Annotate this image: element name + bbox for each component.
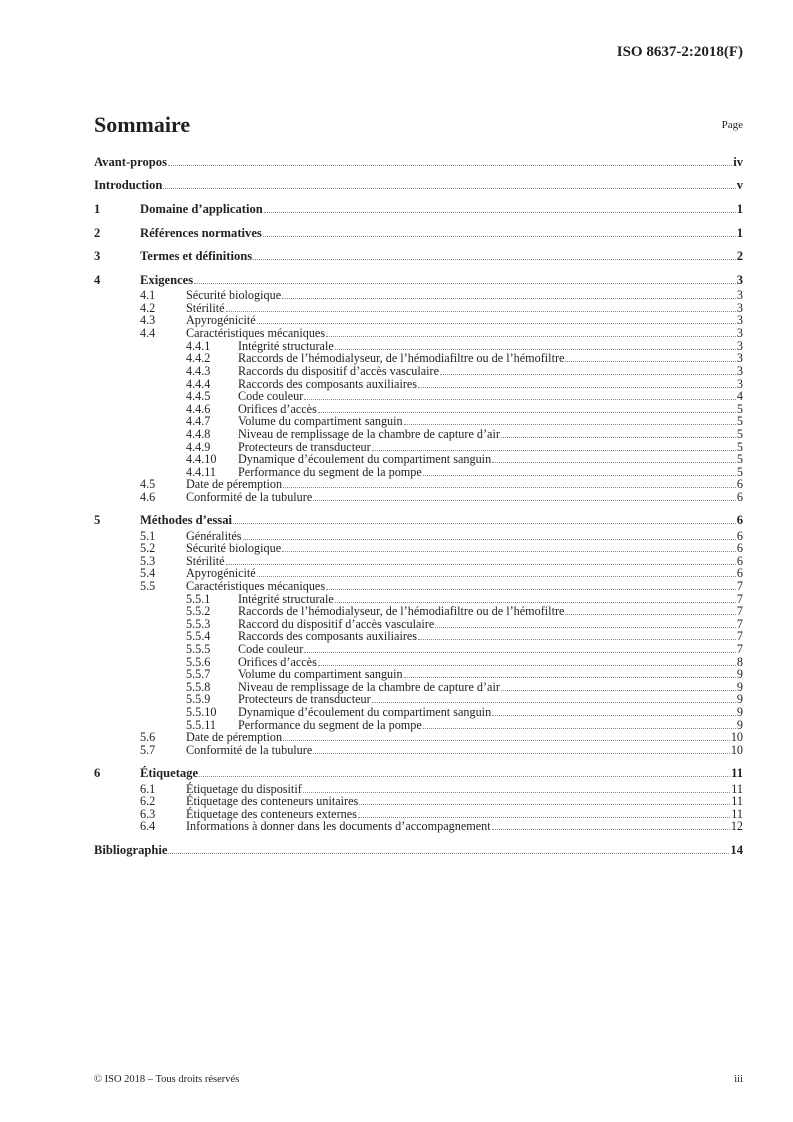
toc-entry-page: 7 — [736, 629, 743, 643]
toc-entry-page: 5 — [736, 452, 743, 466]
toc-entry-number: 4.4.1 — [186, 339, 211, 353]
toc-entry-page: v — [736, 178, 743, 192]
dot-leader — [440, 374, 736, 375]
page-column-label: Page — [721, 119, 743, 131]
dot-leader — [226, 311, 736, 312]
toc-entry[interactable] — [94, 428, 743, 441]
toc-entry-page: 8 — [736, 655, 743, 669]
dot-leader — [318, 412, 736, 413]
toc-entry[interactable] — [94, 580, 743, 593]
toc-entry-page: 3 — [736, 313, 743, 327]
toc-entry-number: 4.4.9 — [186, 440, 211, 454]
toc-entry[interactable] — [94, 491, 743, 504]
copyright-notice: © ISO 2018 – Tous droits réservés — [94, 1074, 240, 1085]
toc-entry-title[interactable]: Domaine d’application — [140, 202, 263, 216]
toc-entry-number: 5.7 — [140, 743, 156, 757]
dot-leader — [283, 740, 730, 741]
dot-leader — [492, 462, 736, 463]
toc-entry[interactable] — [94, 227, 743, 240]
toc-entry[interactable] — [94, 250, 743, 263]
toc-entry[interactable] — [94, 478, 743, 491]
toc-entry-page: 3 — [736, 339, 743, 353]
dot-leader — [313, 500, 736, 501]
toc-entry-title[interactable]: Stérilité — [186, 554, 225, 568]
toc-entry-number: 5.5 — [140, 579, 156, 593]
dot-leader — [404, 424, 736, 425]
toc-entry-page: 14 — [730, 843, 743, 857]
toc-entry-page: 6 — [736, 541, 743, 555]
toc-entry-title[interactable]: Étiquetage du dispositif — [186, 782, 302, 796]
toc-entry-number: 5.2 — [140, 541, 156, 555]
toc-entry[interactable] — [94, 156, 743, 169]
toc-entry-number: 4.4.5 — [186, 389, 211, 403]
toc-entry[interactable] — [94, 767, 743, 780]
toc-entry-page: 9 — [736, 705, 743, 719]
toc-entry-title[interactable]: Conformité de la tubulure — [186, 490, 313, 504]
toc-entry-title[interactable]: Raccords des composants auxiliaires — [238, 377, 418, 391]
toc-entry-title[interactable]: Raccords des composants auxiliaires — [238, 629, 418, 643]
toc-entry-title[interactable]: Étiquetage — [140, 766, 199, 780]
toc-entry-number: 4.4.4 — [186, 377, 211, 391]
dot-leader — [501, 690, 736, 691]
toc-entry[interactable] — [94, 542, 743, 555]
toc-entry-page: 9 — [736, 667, 743, 681]
toc-entry[interactable] — [94, 179, 743, 192]
toc-entry-number: 6.1 — [140, 782, 156, 796]
toc-entry-number: 4.4.2 — [186, 351, 211, 365]
toc-entry-title[interactable]: Apyrogénicité — [186, 566, 256, 580]
toc-entry-number: 5.5.3 — [186, 617, 211, 631]
dot-leader — [326, 589, 736, 590]
dot-leader — [492, 715, 736, 716]
toc-entry-title[interactable]: Sécurité biologique — [186, 288, 282, 302]
toc-entry[interactable] — [94, 668, 743, 681]
toc-entry-number: 4.4.11 — [186, 465, 217, 479]
toc-entry-number: 5.1 — [140, 529, 156, 543]
toc-entry-number: 5.5.2 — [186, 604, 211, 618]
toc-entry-page: 5 — [736, 440, 743, 454]
toc-entry-number: 5.5.8 — [186, 680, 211, 694]
toc-entry-page: 3 — [736, 377, 743, 391]
dot-leader — [335, 602, 736, 603]
toc-entry-number: 6.4 — [140, 819, 156, 833]
toc-entry-page: 10 — [730, 730, 743, 744]
toc-entry[interactable] — [94, 314, 743, 327]
dot-leader — [253, 259, 736, 260]
dot-leader — [435, 627, 736, 628]
toc-entry-page: 11 — [731, 766, 743, 780]
toc-entry-number: 4.3 — [140, 313, 156, 327]
toc-entry-page: 6 — [736, 554, 743, 568]
dot-leader — [418, 639, 736, 640]
toc-entry[interactable] — [94, 706, 743, 719]
toc-entry-title[interactable]: Dynamique d’écoulement du compartiment sanguin — [238, 452, 492, 466]
toc-entry-page: 3 — [736, 351, 743, 365]
toc-entry-number: 4.6 — [140, 490, 156, 504]
toc-entry-title[interactable]: Sécurité biologique — [186, 541, 282, 555]
toc-entry-title[interactable]: Niveau de remplissage de la chambre de capture d’air — [238, 427, 500, 441]
dot-leader — [264, 212, 736, 213]
toc-entry-page: 11 — [731, 782, 743, 796]
dot-leader — [163, 188, 735, 189]
toc-entry-page: 3 — [736, 273, 743, 287]
dot-leader — [282, 551, 736, 552]
toc-entry-page: 7 — [736, 617, 743, 631]
toc-entry-title[interactable]: Raccords de l’hémodialyseur, de l’hémodiafiltre ou de l’hémofiltre — [238, 351, 565, 365]
toc-title: Sommaire — [94, 112, 191, 137]
toc-entry-page: 11 — [731, 794, 743, 808]
toc-entry[interactable] — [94, 844, 743, 857]
toc-entry-title[interactable]: Orifices d’accès — [238, 655, 317, 669]
toc-entry-page: 10 — [730, 743, 743, 757]
toc-entry[interactable] — [94, 365, 743, 378]
toc-entry[interactable] — [94, 795, 743, 808]
toc-entry[interactable] — [94, 415, 743, 428]
dot-leader — [358, 817, 730, 818]
toc-entry[interactable] — [94, 744, 743, 757]
toc-entry-title[interactable]: Stérilité — [186, 301, 225, 315]
toc-entry[interactable] — [94, 643, 743, 656]
toc-entry-title[interactable]: Méthodes d’essai — [140, 513, 232, 527]
toc-entry-number: 5.5.7 — [186, 667, 211, 681]
dot-leader — [423, 728, 736, 729]
toc-entry-title[interactable]: Code couleur — [238, 389, 304, 403]
toc-entry-title[interactable]: Apyrogénicité — [186, 313, 256, 327]
toc-entry-title[interactable]: Raccords du dispositif d’accès vasculaire — [238, 364, 440, 378]
toc-entry[interactable] — [94, 352, 743, 365]
dot-leader — [372, 450, 736, 451]
toc-entry-page: 6 — [736, 490, 743, 504]
toc-entry-page: 5 — [736, 414, 743, 428]
toc-entry-number: 5.4 — [140, 566, 156, 580]
toc-entry-page: 2 — [736, 249, 743, 263]
toc-entry-title[interactable]: Termes et définitions — [140, 249, 253, 263]
toc-entry-number: 4 — [94, 273, 101, 287]
dot-leader — [194, 283, 736, 284]
toc-entry-title[interactable]: Exigences — [140, 273, 194, 287]
toc-entry-number: 4.4.6 — [186, 402, 211, 416]
toc-entry-page: 3 — [736, 288, 743, 302]
toc-entry-page: 6 — [736, 477, 743, 491]
toc-entry-number: 2 — [94, 226, 101, 240]
toc-entry-number: 5.5.9 — [186, 692, 211, 706]
toc-entry-number: 5.3 — [140, 554, 156, 568]
toc-entry-number: 5 — [94, 513, 101, 527]
toc-entry-title[interactable]: Caractéristiques mécaniques — [186, 326, 326, 340]
toc-entry[interactable] — [94, 630, 743, 643]
dot-leader — [199, 776, 730, 777]
toc-entry-page: 9 — [736, 680, 743, 694]
toc-entry-number: 4.1 — [140, 288, 156, 302]
toc-entry-title[interactable]: Volume du compartiment sanguin — [238, 667, 403, 681]
toc-entry-number: 5.5.11 — [186, 718, 217, 732]
dot-leader — [304, 652, 736, 653]
dot-leader — [233, 523, 736, 524]
toc-entry-title[interactable]: Performance du segment de la pompe — [238, 718, 422, 732]
toc-entry-number: 4.5 — [140, 477, 156, 491]
toc-entry-number: 4.4.3 — [186, 364, 211, 378]
dot-leader — [423, 475, 736, 476]
toc-entry-number: 6.3 — [140, 807, 156, 821]
toc-entry-page: 9 — [736, 692, 743, 706]
dot-leader — [359, 804, 730, 805]
toc-entry[interactable] — [94, 274, 743, 287]
toc-entry-title[interactable]: Volume du compartiment sanguin — [238, 414, 403, 428]
toc-entry-number: 1 — [94, 202, 101, 216]
dot-leader — [168, 853, 729, 854]
document-id: ISO 8637-2:2018(F) — [616, 44, 743, 60]
toc-entry-page: 1 — [736, 202, 743, 216]
toc-entry-title[interactable]: Étiquetage des conteneurs unitaires — [186, 794, 359, 808]
toc-entry-page: 3 — [736, 364, 743, 378]
toc-entry[interactable] — [94, 605, 743, 618]
toc-entry[interactable] — [94, 567, 743, 580]
toc-entry-title[interactable]: Protecteurs de transducteur — [238, 692, 371, 706]
toc-entry-title[interactable]: Bibliographie — [94, 843, 168, 857]
toc-entry[interactable] — [94, 453, 743, 466]
toc-entry-title[interactable]: Introduction — [94, 178, 163, 192]
dot-leader — [304, 399, 736, 400]
toc-entry-title[interactable]: Orifices d’accès — [238, 402, 317, 416]
toc-entry-page: 4 — [736, 389, 743, 403]
toc-entry-number: 4.4.10 — [186, 452, 217, 466]
toc-entry-number: 5.5.5 — [186, 642, 211, 656]
toc-entry-title[interactable]: Code couleur — [238, 642, 304, 656]
toc-entry-title[interactable]: Protecteurs de transducteur — [238, 440, 371, 454]
dot-leader — [501, 437, 736, 438]
toc-entry-page: 7 — [736, 604, 743, 618]
toc-entry-number: 6.2 — [140, 794, 156, 808]
toc-entry-number: 5.5.10 — [186, 705, 217, 719]
toc-entry-title[interactable]: Informations à donner dans les documents d’accompagnement — [186, 819, 491, 833]
toc-entry[interactable] — [94, 731, 743, 744]
toc-entry-title[interactable]: Intégrité structurale — [238, 592, 334, 606]
dot-leader — [226, 564, 736, 565]
dot-leader — [168, 165, 732, 166]
dot-leader — [263, 236, 736, 237]
toc-entry-title[interactable]: Caractéristiques mécaniques — [186, 579, 326, 593]
dot-leader — [372, 702, 736, 703]
toc-entry[interactable] — [94, 203, 743, 216]
toc-entry-number: 4.4.8 — [186, 427, 211, 441]
toc-entry-page: 5 — [736, 465, 743, 479]
dot-leader — [565, 361, 735, 362]
toc-entry-page: 3 — [736, 326, 743, 340]
dot-leader — [282, 298, 736, 299]
dot-leader — [257, 576, 736, 577]
toc-entry-number: 6 — [94, 766, 101, 780]
toc-entry-title[interactable]: Intégrité structurale — [238, 339, 334, 353]
toc-entry[interactable] — [94, 327, 743, 340]
toc-entry-page: 11 — [731, 807, 743, 821]
dot-leader — [313, 753, 730, 754]
toc-entry-number: 5.5.6 — [186, 655, 211, 669]
toc-entry-number: 4.4 — [140, 326, 156, 340]
dot-leader — [404, 677, 736, 678]
toc-entry-number: 3 — [94, 249, 101, 263]
dot-leader — [492, 829, 730, 830]
toc-entry-page: 7 — [736, 592, 743, 606]
toc-entry-page: 6 — [736, 566, 743, 580]
toc-entry-title[interactable]: Étiquetage des conteneurs externes — [186, 807, 357, 821]
toc-entry-page: 5 — [736, 402, 743, 416]
toc-entry[interactable] — [94, 820, 743, 833]
toc-entry-title[interactable]: Date de péremption — [186, 477, 283, 491]
toc-entry-title[interactable]: Généralités — [186, 529, 242, 543]
toc-entry-title[interactable]: Performance du segment de la pompe — [238, 465, 422, 479]
dot-leader — [318, 665, 736, 666]
toc-entry[interactable] — [94, 693, 743, 706]
toc-entry-title[interactable]: Niveau de remplissage de la chambre de capture d’air — [238, 680, 500, 694]
toc-entry-page: 5 — [736, 427, 743, 441]
dot-leader — [257, 323, 736, 324]
toc-entry-page: 9 — [736, 718, 743, 732]
toc-entry[interactable] — [94, 514, 743, 527]
page-number: iii — [734, 1074, 743, 1085]
toc-entry-title[interactable]: Dynamique d’écoulement du compartiment sanguin — [238, 705, 492, 719]
toc-entry-page: 7 — [736, 579, 743, 593]
dot-leader — [283, 487, 736, 488]
toc-entry-page: 1 — [736, 226, 743, 240]
toc-entry[interactable] — [94, 390, 743, 403]
toc-entry-title[interactable]: Raccords de l’hémodialyseur, de l’hémodiafiltre ou de l’hémofiltre — [238, 604, 565, 618]
toc-entry-title[interactable]: Raccord du dispositif d’accès vasculaire — [238, 617, 435, 631]
toc-entry-number: 4.2 — [140, 301, 156, 315]
toc-entry-page: 7 — [736, 642, 743, 656]
toc-entry-title[interactable]: Conformité de la tubulure — [186, 743, 313, 757]
dot-leader — [243, 539, 736, 540]
toc-entry-page: 12 — [730, 819, 743, 833]
toc-entry-title[interactable]: Date de péremption — [186, 730, 283, 744]
toc-entry[interactable] — [94, 289, 743, 302]
toc-entry-number: 4.4.7 — [186, 414, 211, 428]
dot-leader — [335, 349, 736, 350]
toc-entry-number: 5.5.4 — [186, 629, 211, 643]
toc-entry-number: 5.6 — [140, 730, 156, 744]
toc-entry-title[interactable]: Avant-propos — [94, 155, 168, 169]
toc-entry-page: 6 — [736, 513, 743, 527]
dot-leader — [418, 387, 736, 388]
dot-leader — [565, 614, 735, 615]
toc-entry-page: 6 — [736, 529, 743, 543]
dot-leader — [326, 336, 736, 337]
toc-entry-page: 3 — [736, 301, 743, 315]
toc-entry-number: 5.5.1 — [186, 592, 211, 606]
toc-entry-page: iv — [733, 155, 743, 169]
toc-entry-title[interactable]: Références normatives — [140, 226, 262, 240]
dot-leader — [303, 792, 730, 793]
